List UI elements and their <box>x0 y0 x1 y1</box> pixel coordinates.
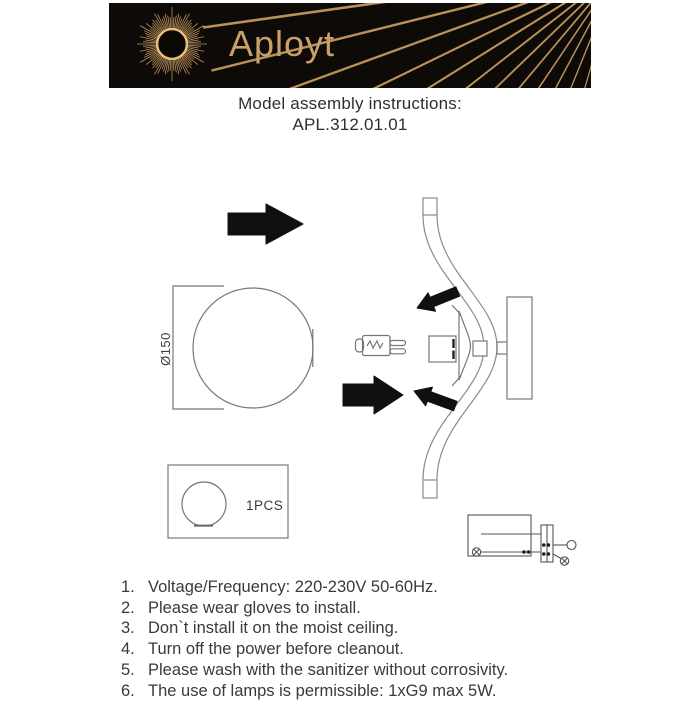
glass-ball-shade <box>193 288 313 408</box>
instruction-number: 4. <box>121 640 135 659</box>
instruction-item <box>121 598 591 619</box>
instruction-text: Don`t install it on the moist ceiling. <box>148 619 399 638</box>
diameter-dimension <box>158 286 224 409</box>
instruction-text: The use of lamps is permissible: 1xG9 max 5W. <box>148 681 497 700</box>
package-contents-box <box>168 465 288 538</box>
instruction-number: 5. <box>121 660 135 679</box>
brand-name: Aployt <box>229 23 336 64</box>
instruction-item <box>121 660 591 681</box>
push-arrow-lower <box>411 382 459 416</box>
wiring-schematic <box>468 515 576 565</box>
instruction-item <box>121 639 591 660</box>
instruction-text: Please wear gloves to install. <box>148 598 361 617</box>
instruction-text: Please wash with the sanitizer without corrosivity. <box>148 660 509 679</box>
package-qty-label: 1PCS <box>246 498 284 513</box>
instructions-list <box>121 577 591 701</box>
instruction-item <box>121 618 591 639</box>
push-arrow-upper <box>413 282 461 317</box>
g9-bulb-icon <box>356 336 406 356</box>
step-arrow-right-1 <box>228 204 303 244</box>
tube-profile <box>459 311 471 380</box>
instruction-number: 2. <box>121 598 135 617</box>
instruction-text: Turn off the power before cleanout. <box>148 640 404 659</box>
socket-box <box>429 336 456 362</box>
step-arrow-right-2 <box>343 376 403 414</box>
instruction-text: Voltage/Frequency: 220-230V 50-60Hz. <box>148 578 438 596</box>
model-number: APL.312.01.01 <box>292 115 408 134</box>
wall-mount-plate <box>507 297 532 399</box>
instruction-number: 3. <box>121 619 135 638</box>
instruction-number: 6. <box>121 681 135 700</box>
instruction-number: 1. <box>121 578 135 596</box>
mount-stub <box>497 342 508 354</box>
lamp-fixture-assembly <box>429 297 532 399</box>
tube-joint <box>473 341 487 356</box>
instruction-item <box>121 577 591 598</box>
dimension-label: Ø150 <box>158 332 173 366</box>
page-title: Model assembly instructions: <box>238 94 462 113</box>
instruction-item <box>121 681 591 701</box>
